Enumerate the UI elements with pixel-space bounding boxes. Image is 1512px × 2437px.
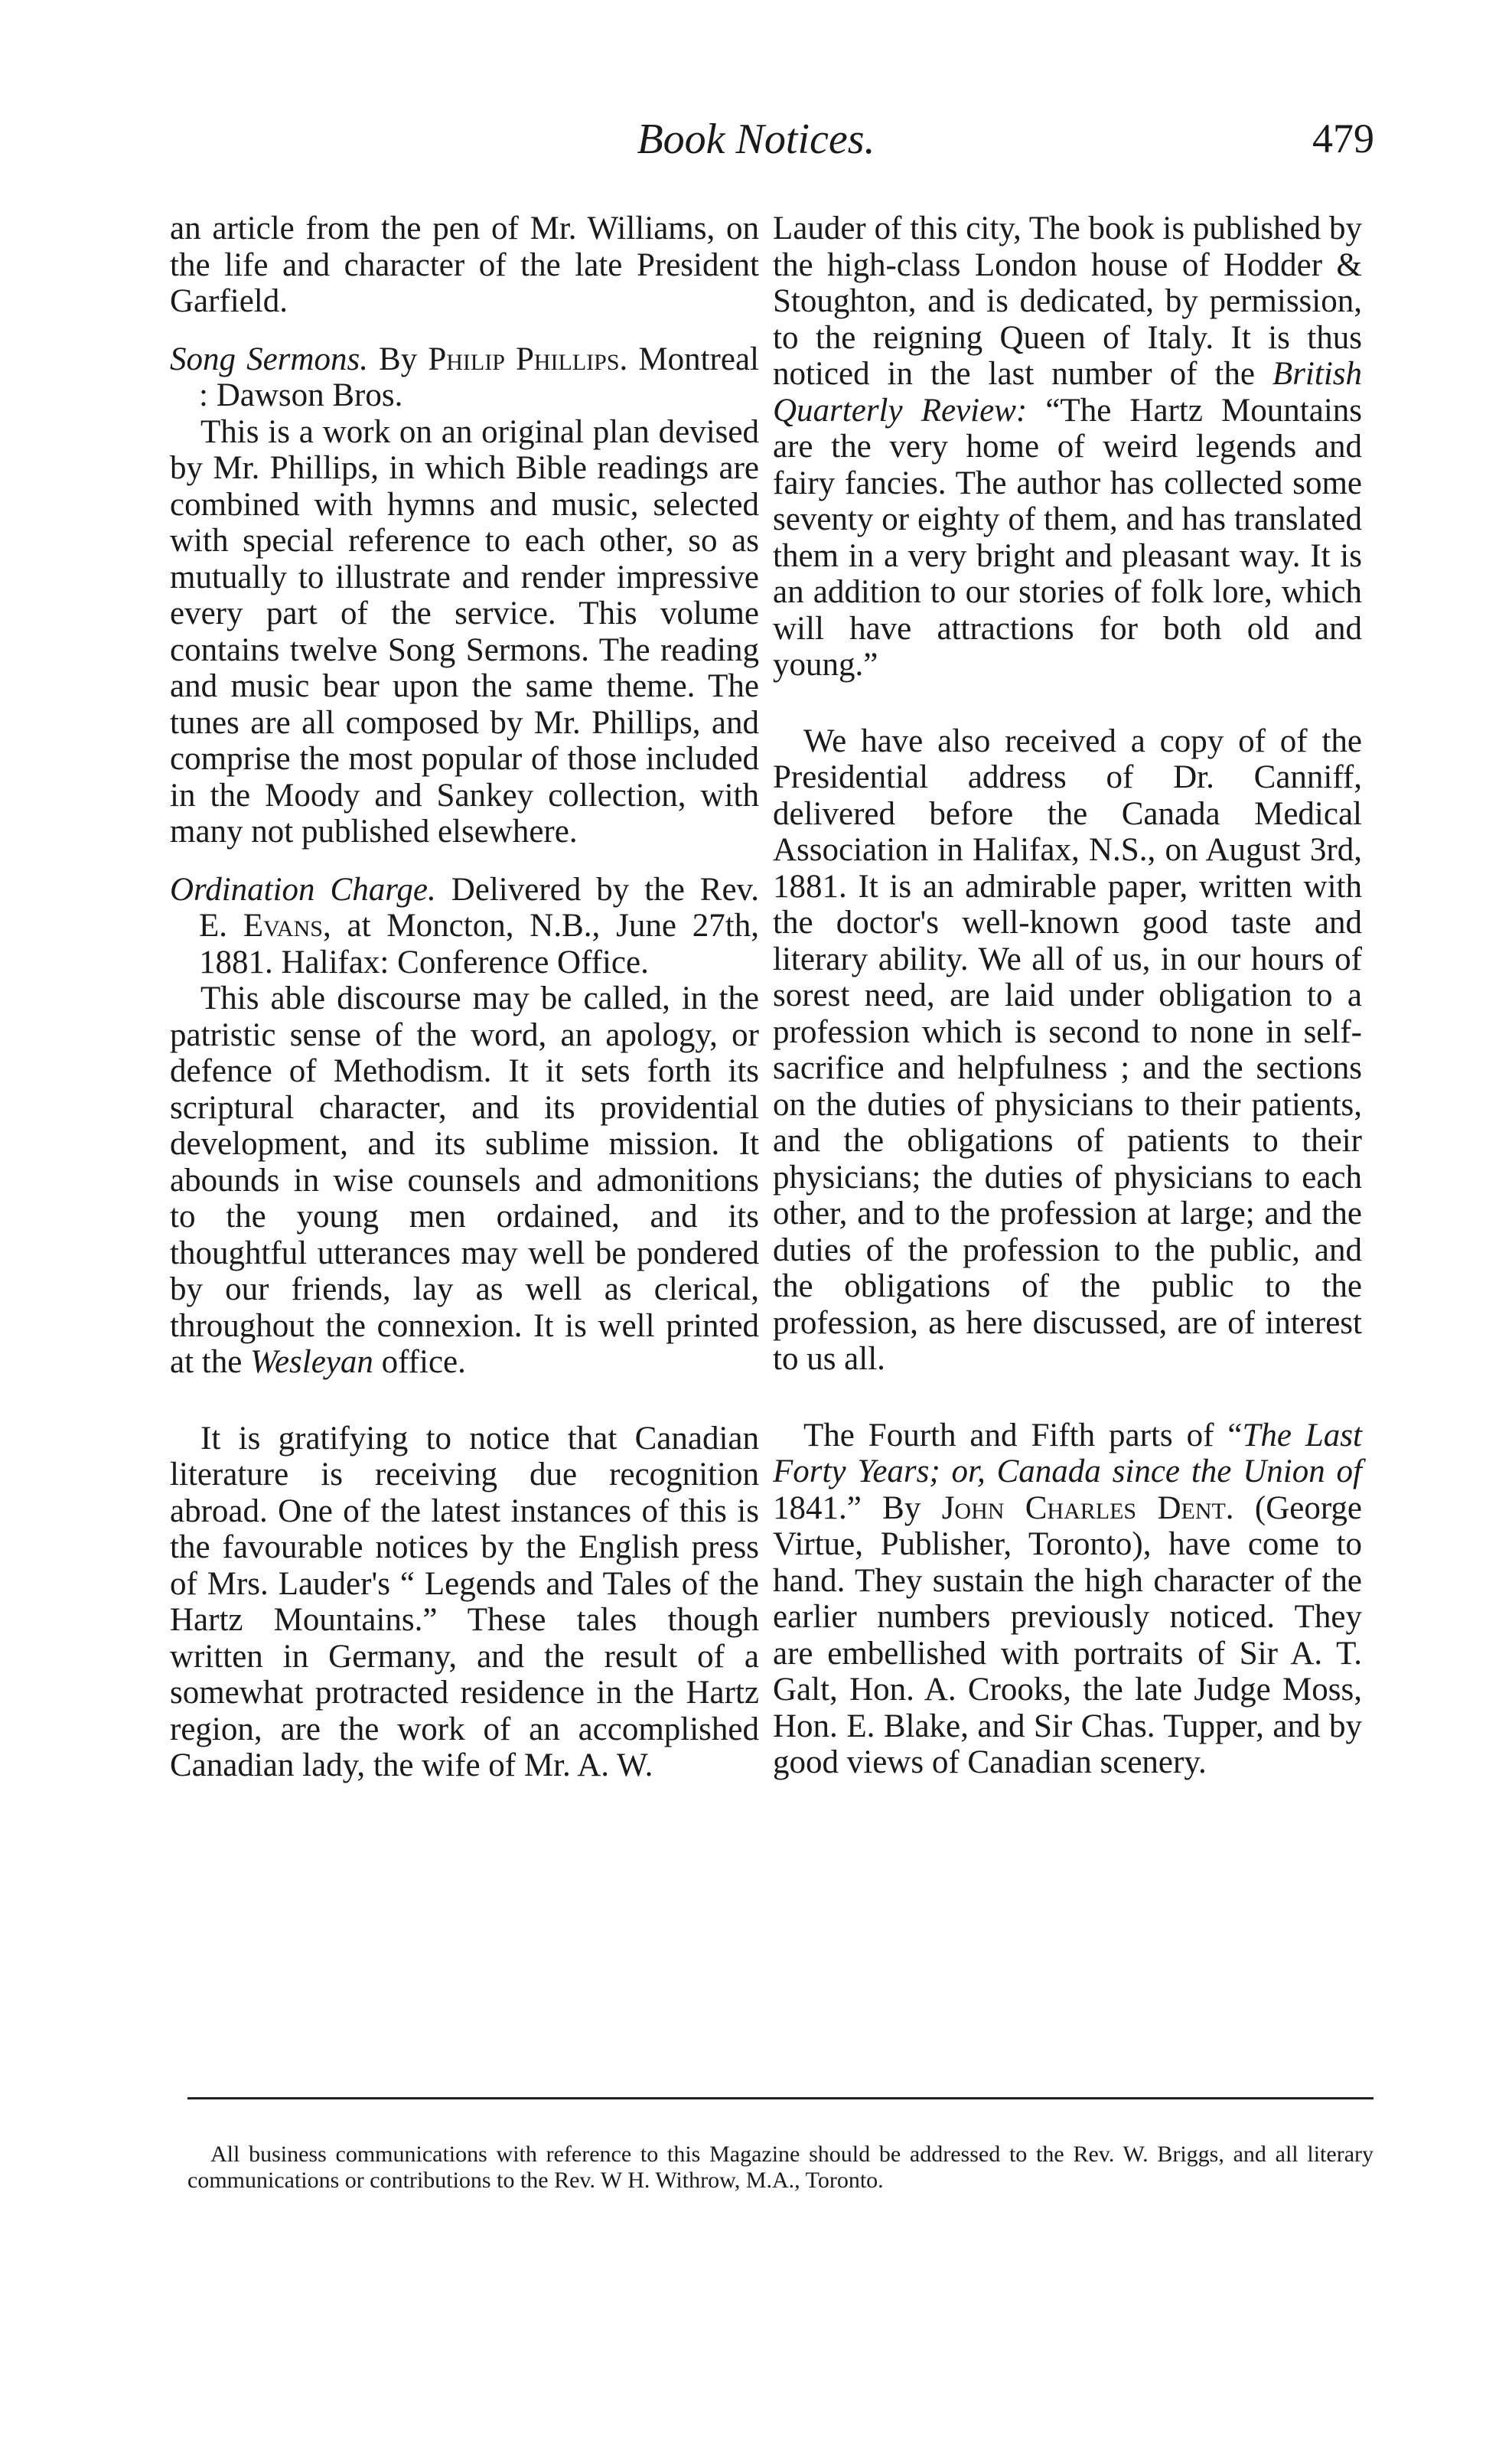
song-sermons-notice: This is a work on an original plan devised by Mr. Phillips, in which Bible readings are combined with hymns and music, selected with special reference to each other, so as mutually to illustrate and render impressive every part of the service. This volume contains twelve Song Sermons. The reading and music bear upon the same theme. The tunes are all composed by Mr. Phillips, and comprise the most popular of those included in the Moody and Sankey collection, with many not published elsewhere. bbox=[170, 413, 759, 850]
song-sermons-imprint: Montreal : Dawson Bros. bbox=[199, 341, 759, 413]
hartz-legends-notice: It is gratifying to notice that Canadian literature is receiving due recognition abroad. One of the latest instances of this is the favourable notices by the English press of Mrs. Lauder's “ Legends and Tales of the Hartz Mountains.” These tales though written in Germany, and the result of a somewhat protracted residence in the Hartz region, are the work of an accomplished Canadian lady, the wife of Mr. A. W. bbox=[170, 1420, 759, 1783]
review-title: British Quarterly Review: bbox=[773, 356, 1362, 429]
ordination-charge-notice: This able discourse may be called, in the patristic sense of the word, an apology, or defence of Methodism. It it sets forth its scriptural character, and its providential development, and its sublime mission. It abounds in wise counsels and admonitions to the young men ordained, and its thoughtful utterances may well be pondered by our friends, lay as well as clerical, throughout the connexion. It is well printed at the Wesleyan office. bbox=[170, 980, 759, 1380]
running-header bbox=[0, 115, 1512, 184]
last-forty-years-title: The Last Forty Years; or, Canada since the Union of bbox=[773, 1417, 1362, 1489]
canniff-address-notice: We have also received a copy of of the Presidential address of Dr. Canniff, delivered before the Canada Medical Association in Halifax, N.S., on August 3rd, 1881. It is an admirable paper, written with the doctor's well-known good taste and literary ability. We all of us, in our hours of sorest need, are laid under obligation to a profession which is second to none in self-sacrifice and helpfulness ; and the sections on the duties of physicians to their patients, and the obligations of patients to their physicians; the duties of physicians to each other, and to the profession at large; and the duties of the profession to the public, and the obligations of the public to the profession, as here discussed, are of interest to us all. bbox=[773, 723, 1362, 1377]
left-column bbox=[170, 210, 759, 1784]
footnote: All business communications with reference to this Magazine should be addressed to the Rev. W. Briggs, and all literary communications or contributions to the Rev. W H. Withrow, M.A., Toronto. bbox=[187, 2142, 1374, 2193]
last-forty-years-author: John Charles Dent. bbox=[941, 1489, 1234, 1526]
running-title: Book Notices. bbox=[637, 116, 875, 163]
right-column bbox=[773, 210, 1362, 1781]
page-number: 479 bbox=[1312, 116, 1374, 161]
footnote-divider bbox=[187, 2097, 1374, 2099]
ordination-charge-heading: Ordination Charge. Delivered by the Rev. E. Evans, at Moncton, N.B., June 27th, 1881. Halifax: Conference Office. bbox=[170, 871, 760, 980]
ordination-charge-imprint: at Moncton, N.B., June 27th, 1881. Halifax: Conference Office. bbox=[199, 908, 759, 980]
song-sermons-title: Song Sermons. bbox=[170, 341, 368, 377]
garfield-article-continuation: an article from the pen of Mr. Williams, on the life and character of the late President Garfield. bbox=[170, 210, 759, 319]
song-sermons-heading: Song Sermons. By Philip Phillips. Montreal : Dawson Bros. bbox=[170, 341, 759, 413]
hartz-legends-continuation: Lauder of this city, The book is published by the high-class London house of Hodder & Stoughton, and is dedicated, by permission, to the reigning Queen of Italy. It is thus noticed in the last number of the British Quarterly Review: “The Hartz Mountains are the very home of weird legends and fairy fancies. The author has collected some seventy or eighty of them, and has translated them in a very bright and pleasant way. It is an addition to our stories of folk lore, which will have attractions for both old and young.” bbox=[773, 210, 1362, 683]
last-forty-years-notice: The Fourth and Fifth parts of “The Last Forty Years; or, Canada since the Union of 1841.” By John Charles Dent. (George Virtue, Publisher, Toronto), have come to hand. They sustain the high character of the earlier numbers previously noticed. They are embellished with portraits of Sir A. T. Galt, Hon. A. Crooks, the late Judge Moss, Hon. E. Blake, and Sir Chas. Tupper, and by good views of Canadian scenery. bbox=[773, 1417, 1362, 1780]
song-sermons-author: Philip Phillips. bbox=[428, 341, 628, 377]
ordination-charge-author: E. Evans, bbox=[199, 908, 331, 944]
ordination-charge-title: Ordination Charge. bbox=[170, 871, 436, 908]
